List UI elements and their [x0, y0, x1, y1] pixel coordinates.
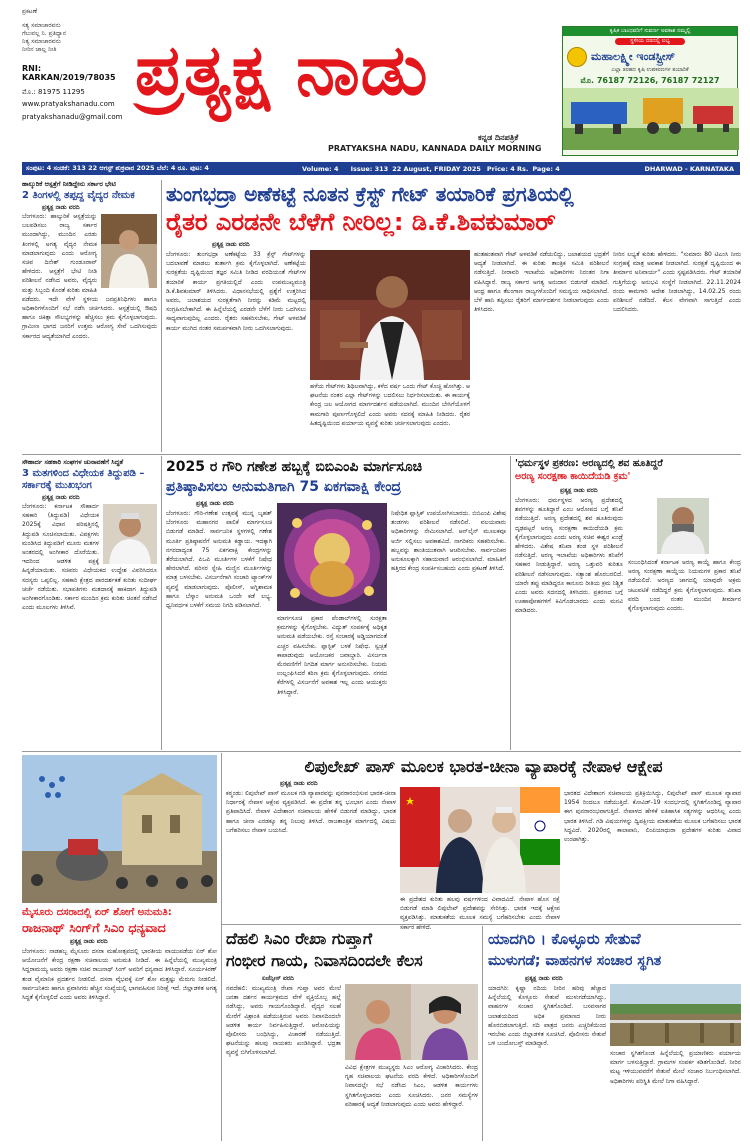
advertisement[interactable]: [562, 26, 738, 156]
info-place: DHARWAD - KARNATAKA: [644, 164, 734, 173]
ad-company: ಮಹಾಲಕ್ಷ್ಮೀ ಇಂಡಸ್ಟ್ರೀಸ್: [591, 50, 675, 63]
info-date: 22 August, FRIDAY 2025: [392, 164, 481, 173]
article-body: ಬೆಂಗಳೂರು: ಹಾಲ್ಕುರಿಕೆ ಆಸ್ಪತ್ರೆಯನ್ನು ಬಲಪಡಿಸಲು ರಾಜ್ಯ ಸರ್ಕಾರ ಮುಂದಾಗಿದ್ದು, ಮುಂದಿನ ಎರಡು ತಿಂಗಳಲ್ಲಿ ಅಗತ್ಯ ವೈದ್ಯರ ನೇಮಕ ಮಾಡಲಾಗುವುದು ಎಂದು ಆರೋಗ್ಯ ಸಚಿವ ದಿನೇಶ್ ಗುಂಡೂರಾವ್ ಹೇಳಿದರು. ಆಸ್ಪತ್ರೆಗೆ ಭೇಟಿ ನೀಡಿ ಪರಿಶೀಲನೆ ನಡೆಸಿದ ಅವರು, ವೈದ್ಯರು ಮತ್ತು ಸಿಬ್ಬಂದಿ ಕೊರತೆ ಕುರಿತು ಮಾಹಿತಿ ಪಡೆದರು. ಇದೇ ವೇಳೆ ಸ್ಥಳೀಯ ಜನಪ್ರತಿನಿಧಿಗಳು ಹಾಗೂ ಅಧಿಕಾರಿಗಳೊಂದಿಗೆ ಸಭೆ ನಡೆಸಿ ಚರ್ಚಿಸಿದರು. ಆಸ್ಪತ್ರೆಯಲ್ಲಿ ಔಷಧಿ ಹಾಗೂ ಚಿಕಿತ್ಸಾ ಸೌಲಭ್ಯಗಳನ್ನು ಹೆಚ್ಚಿಸಲು ಕ್ರಮ ಕೈಗೊಳ್ಳಲಾಗುವುದು. ಗ್ರಾಮೀಣ ಭಾಗದ ಜನರಿಗೆ ಉತ್ತಮ ಆರೋಗ್ಯ ಸೇವೆ ಒದಗಿಸುವುದು ಸರ್ಕಾರದ ಆದ್ಯತೆಯಾಗಿದೆ ಎಂದರು.: [22, 213, 157, 340]
website-link[interactable]: www.pratyakshanadu.com: [22, 100, 115, 108]
article-headline: 3 ಮತಗಳಿಂದ ವಿಧೇಯಕ ತಿದ್ದುಪಡಿ – ಸರ್ಕಾರಕ್ಕೆ ಮುಖಭಂಗ: [22, 468, 145, 491]
ganesh-byline: ಪ್ರತ್ಯಕ್ಷ ನಾಡು ವರದಿ: [196, 500, 234, 507]
dharmasthala-byline: ಪ್ರತ್ಯಕ್ಷ ನಾಡು ವರದಿ: [560, 487, 598, 494]
yadgir-headline-1: ಯಾದಗಿರಿ । ಕೊಳ್ಳೂರು ಸೇತುವೆ: [488, 930, 641, 948]
dharmasthala-col-2: ಸಂಬಂಧಿಸಿದಂತೆ ಕರ್ನಾಟಕ ಅರಣ್ಯ ಕಾಯ್ದೆ ಹಾಗೂ ಕೇಂದ್ರ ಅರಣ್ಯ ಸಂರಕ್ಷಣಾ ಕಾಯ್ದೆಯ ನಿಯಮಗಳ ಪ್ರಕಾರ ತನಿಖೆ ನಡೆಯಲಿದೆ. ಅರಣ್ಯದ ಜಾಗದಲ್ಲಿ ಯಾವುದೇ ಅಕ್ರಮ ಚಟುವಟಿಕೆ ನಡೆದಿದ್ದರೆ ಕ್ರಮ ಕೈಗೊಳ್ಳಲಾಗುವುದು. ತನಿಖಾ ವರದಿ ಬಂದ ನಂತರ ಮುಂದಿನ ತೀರ್ಮಾನ ಕೈಗೊಳ್ಳಲಾಗುವುದು ಎಂದರು.: [628, 559, 741, 613]
rni-number: RNI: KARKAN/2019/78035: [22, 64, 116, 82]
ganesh-headline-2: ಪ್ರತಿಷ್ಠಾಪಿಸಲು ಅನುಮತಿಗಾಗಿ 75 ಏಕಗವಾಕ್ಷಿ ಕೇಂದ್ರ: [166, 479, 402, 495]
ad-top-line: ಕೃಷಿಕ ಬಾಂಧವರಿಗೆ ಸುವರ್ಣ ಅವಕಾಶ ನಮ್ಮಲ್ಲಿ: [563, 27, 737, 36]
nepal-col-1: ಕಠ್ಮಂಡು: ಲಿಪುಲೇಖ್ ಪಾಸ್ ಮೂಲಕ ಗಡಿ ವ್ಯಾಪಾರವನ್ನು ಪುನರಾರಂಭಿಸುವ ಭಾರತ-ಚೀನಾ ನಿರ್ಧಾರಕ್ಕೆ ನೇಪಾಳ ಆಕ್ಷೇಪ ವ್ಯಕ್ತಪಡಿಸಿದೆ. ಈ ಪ್ರದೇಶ ತನ್ನ ಭೂಭಾಗ ಎಂದು ನೇಪಾಳ ಪ್ರತಿಪಾದಿಸಿದೆ. ನೇಪಾಳ ವಿದೇಶಾಂಗ ಸಚಿವಾಲಯ ಹೇಳಿಕೆ ಬಿಡುಗಡೆ ಮಾಡಿದ್ದು, ಭಾರತ ಹಾಗೂ ಚೀನಾ ಎರಡಕ್ಕೂ ತನ್ನ ನಿಲುವು ತಿಳಿಸಿದೆ. ರಾಜತಾಂತ್ರಿಕ ಮಾರ್ಗದಲ್ಲಿ ವಿಷಯ ಬಗೆಹರಿಸಲು ನೇಪಾಳ ಬಯಸಿದೆ.: [226, 790, 396, 834]
info-volume: Volume: 4: [302, 164, 339, 173]
tagline-line: ಪ್ರಕಟಣೆ: [22, 8, 38, 15]
ad-sub-line: ಸ್ಥಳೀಯ ದರದಲ್ಲಿ ಲಭ್ಯ: [615, 38, 685, 45]
masthead-info: [22, 8, 132, 121]
rekha-gupta-photo: [345, 984, 478, 1060]
subtitle-kannada: ಕನ್ನಡ ದಿನಪತ್ರಿಕೆ: [478, 133, 519, 142]
article-headline: 2 ತಿಂಗಳಲ್ಲಿ ತಪ್ಪದ್ದ ವೈದ್ಯರ ನೇಮಕ: [22, 190, 135, 201]
article-kicker: ಹಾಲ್ಕುರಿಕೆ ಆಸ್ಪತ್ರೆಗೆ ನೀಡಿದ್ದೇನು ಸರ್ಕಾರ ಭೇಟಿ: [22, 180, 116, 188]
ganesh-headline-1: 2025 ರ ಗೌರಿ ಗಣೇಶ ಹಬ್ಬಕ್ಕೆ ಬಿಬಿಎಂಪಿ ಮಾರ್ಗಸೂಚಿ: [166, 459, 423, 475]
dasara-headline-2: ರಾಜನಾಥ್ ಸಿಂಗ್‌ಗೆ ಸಿಎಂ ಧನ್ಯವಾದ: [22, 920, 166, 935]
nepal-col-3: ಭಾರತದ ವಿದೇಶಾಂಗ ಸಚಿವಾಲಯ ಪ್ರತಿಕ್ರಿಯಿಸಿದ್ದು, ಲಿಪುಲೇಖ್ ಪಾಸ್ ಮೂಲಕ ವ್ಯಾಪಾರ 1954 ರಿಂದಲೂ ನಡೆಯುತ್ತಿದೆ. ಕೋವಿಡ್-19 ಸಂದರ್ಭದಲ್ಲಿ ಸ್ಥಗಿತಗೊಂಡಿದ್ದ ವ್ಯಾಪಾರ ಈಗ ಪುನರಾರಂಭವಾಗುತ್ತಿದೆ. ನೇಪಾಳದ ಹೇಳಿಕೆ ಐತಿಹಾಸಿಕ ಸತ್ಯಗಳನ್ನು ಆಧರಿಸಿಲ್ಲ ಎಂದು ಭಾರತ ತಿಳಿಸಿದೆ. ಗಡಿ ವಿಷಯಗಳನ್ನು ದ್ವಿಪಕ್ಷೀಯ ಮಾತುಕತೆಯ ಮೂಲಕ ಬಗೆಹರಿಸಲು ಭಾರತ ಸಿದ್ಧವಿದೆ. 2020ರಲ್ಲಿ ಕಾಲಾಪಾನಿ, ಲಿಂಪಿಯಾಧುರಾ ಪ್ರದೇಶಗಳ ಕುರಿತು ವಿವಾದ ಉಂಟಾಗಿತ್ತು.: [564, 790, 741, 844]
info-kannada: ಸಂಪುಟ: 4 ಸಂಚಿಕೆ: 313 22 ಆಗಸ್ಟ್ ಶುಕ್ರವಾರ 2025 ಬೆಲೆ: 4 ರೂ. ಪುಟ: 4: [26, 164, 209, 172]
article-hospital: [22, 180, 157, 453]
dasara-headline-1: ಮೈಸೂರು ದಸರಾದಲ್ಲಿ ಏರ್ ಶೋಗೆ ಅನುಮತಿ:: [22, 907, 172, 918]
mysuru-dasara-photo: [22, 755, 217, 903]
minister-photo: [103, 504, 157, 564]
dharmasthala-headline-2: ಅರಣ್ಯ ಸಂರಕ್ಷಣಾ ಕಾಯಿದೆಯಡಿ ಕ್ರಮ': [515, 471, 631, 482]
lead-byline: ಪ್ರತ್ಯಕ್ಷ ನಾಡು ವರದಿ: [212, 241, 250, 248]
dasara-body: ಬೆಂಗಳೂರು: ನಾಡಹಬ್ಬ ಮೈಸೂರು ದಸರಾ ಮಹೋತ್ಸವದಲ್ಲಿ ಭಾರತೀಯ ವಾಯುಪಡೆಯ ಏರ್ ಶೋ ಆಯೋಜನೆಗೆ ಕೇಂದ್ರ ರಕ್ಷಣಾ ಸಚಿವಾಲಯ ಅನುಮತಿ ನೀಡಿದೆ. ಈ ಹಿನ್ನೆಲೆಯಲ್ಲಿ ಮುಖ್ಯಮಂತ್ರಿ ಸಿದ್ದರಾಮಯ್ಯ ಅವರು ರಕ್ಷಣಾ ಸಚಿವ ರಾಜನಾಥ್ ಸಿಂಗ್ ಅವರಿಗೆ ಧನ್ಯವಾದ ತಿಳಿಸಿದ್ದಾರೆ. ಸೂರ್ಯಕಿರಣ್ ತಂಡ ವೈಮಾನಿಕ ಪ್ರದರ್ಶನ ನೀಡಲಿದೆ. ದಸರಾ ವೈಭವಕ್ಕೆ ಏರ್ ಶೋ ಮತ್ತಷ್ಟು ಮೆರುಗು ನೀಡಲಿದೆ. ಸಾರ್ವಜನಿಕರು ಹಾಗೂ ಪ್ರವಾಸಿಗರು ಹೆಚ್ಚಿನ ಸಂಖ್ಯೆಯಲ್ಲಿ ಭಾಗವಹಿಸುವ ನಿರೀಕ್ಷೆ ಇದೆ. ಜಿಲ್ಲಾಡಳಿತ ಅಗತ್ಯ ಸಿದ್ಧತೆ ಕೈಗೊಳ್ಳಲಿದೆ ಎಂದು ಅವರು ತಿಳಿಸಿದ್ದಾರೆ.: [22, 948, 217, 1002]
tagline-line: ಸತ್ಯ ಸಮಾಚಾರವನು: [22, 22, 61, 29]
yadgir-byline: ಪ್ರತ್ಯಕ್ಷ ನಾಡು ವರದಿ: [525, 975, 563, 982]
tagline-line: ಗೆಲುವಲ್ಲ ನಿ. ಪ್ರತಿಧ್ಯಾನ: [22, 30, 67, 37]
mobile-number: ಮೊ.: 81975 11295: [22, 88, 85, 96]
dk-shivakumar-photo: [310, 250, 470, 380]
lead-col-3: ಹಂತಹಂತವಾಗಿ ಗೇಟ್ ಅಳವಡಿಕೆ ನಡೆಯಲಿದ್ದು, ಜಲಾಶಯದ ಭದ್ರತೆಗೆ ಆದ್ಯತೆ ನೀಡಲಾಗಿದೆ. ಈ ಕುರಿತು ತಾಂತ್ರಿಕ ಸಮಿತಿ ಪರಿಶೀಲನೆ ನಡೆಸುತ್ತಿದೆ. ನೀರಾವರಿ ಇಲಾಖೆಯ ಅಧಿಕಾರಿಗಳು ನಿರಂತರ ನಿಗಾ ವಹಿಸಿದ್ದಾರೆ. ರಾಜ್ಯ ಸರ್ಕಾರ ಅಗತ್ಯ ಅನುದಾನ ಬಿಡುಗಡೆ ಮಾಡಿದೆ. ಆಂಧ್ರ ಹಾಗೂ ತೆಲಂಗಾಣ ರಾಜ್ಯಗಳೊಂದಿಗೆ ಸಮನ್ವಯ ಸಾಧಿಸಲಾಗಿದೆ. ಬೆಳೆ ಹಾನಿ ತಪ್ಪಿಸಲು ರೈತರಿಗೆ ಮಾರ್ಗದರ್ಶನ ನೀಡಲಾಗುವುದು ಎಂದು ತಿಳಿಸಿದರು.: [474, 251, 609, 314]
lead-col-4: ನೀರಿನ ಲಭ್ಯತೆ ಕುರಿತು ಹೇಳಿದರು. "ಸುಮಾರು 80 ಟಿಎಂಸಿ ನೀರು ಸಂಗ್ರಹಕ್ಕೆ ಮಾತ್ರ ಅವಕಾಶ ನೀಡಲಾಗಿದೆ. ಸುರಕ್ಷತೆ ದೃಷ್ಟಿಯಿಂದ ಈ ತೀರ್ಮಾನ ಅನಿವಾರ್ಯ" ಎಂದು ಸ್ಪಷ್ಟಪಡಿಸಿದರು. ಗೇಟ್ ತಯಾರಿಕೆ ಗುತ್ತಿಗೆಯನ್ನು ಅನುಭವಿ ಸಂಸ್ಥೆಗೆ ನೀಡಲಾಗಿದೆ. 22.11.2024 ರಂದು ಕಾಮಗಾರಿ ಆದೇಶ ನೀಡಲಾಗಿದ್ದು, 14.02.25 ರಂದು ಪರಿಶೀಲನೆ ನಡೆದಿದೆ. ಕೆಲಸ ವೇಗವಾಗಿ ಸಾಗುತ್ತಿದೆ ಎಂದು ಬದಲಿಸಿದರು.: [613, 251, 741, 314]
lead-headline-2: ರೈತರ ಎರಡನೇ ಬೆಳೆಗೆ ನೀರಿಲ್ಲ: ಡಿ.ಕೆ.ಶಿವಕುಮಾರ್: [166, 208, 556, 236]
delhi-headline-1: ದೆಹಲಿ ಸಿಎಂ ರೇಖಾ ಗುಪ್ತಾಗೆ: [226, 929, 373, 948]
newspaper-title: ಪ್ರತ್ಯಕ್ಷ ನಾಡು: [135, 29, 429, 111]
yadgir-col-1: ಯಾದಗಿರಿ: ಕೃಷ್ಣಾ ನದಿಯ ನೀರಿನ ಹರಿವು ಹೆಚ್ಚಾದ ಹಿನ್ನೆಲೆಯಲ್ಲಿ ಕೊಳ್ಳೂರು ಸೇತುವೆ ಮುಳುಗಡೆಯಾಗಿದ್ದು, ವಾಹನಗಳ ಸಂಚಾರ ಸ್ಥಗಿತಗೊಂಡಿದೆ. ಬಸವಸಾಗರ ಜಲಾಶಯದಿಂದ ಅಧಿಕ ಪ್ರಮಾಣದ ನೀರು ಹೊರಬಿಡಲಾಗುತ್ತಿದೆ. ನದಿ ಪಾತ್ರದ ಜನರು ಎಚ್ಚರಿಕೆಯಿಂದ ಇರಬೇಕು ಎಂದು ಜಿಲ್ಲಾಡಳಿತ ಸೂಚಿಸಿದೆ. ಪೊಲೀಸರು ಸೇತುವೆ ಬಳಿ ಬಂದೋಬಸ್ತ್ ಮಾಡಿದ್ದಾರೆ.: [488, 985, 606, 1048]
yadgir-headline-2: ಮುಳುಗಡೆ; ವಾಹನಗಳ ಸಂಚಾರ ಸ್ಥಗಿತ: [488, 953, 662, 969]
forest-minister-photo: [657, 498, 709, 554]
delhi-headline-2: ಗಂಭೀರ ಗಾಯ, ನಿವಾಸದಿಂದಲೇ ಕೆಲಸ: [226, 951, 423, 970]
yadgir-col-2: ಸಂಚಾರ ಸ್ಥಗಿತಗೊಂಡ ಹಿನ್ನೆಲೆಯಲ್ಲಿ ಪ್ರಯಾಣಿಕರು ಪರ್ಯಾಯ ಮಾರ್ಗ ಬಳಸುತ್ತಿದ್ದಾರೆ. ಗ್ರಾಮಗಳ ಸಂಪರ್ಕ ಕಡಿತಗೊಂಡಿದೆ. ನೀರಿನ ಮಟ್ಟ ಇಳಿಯುವವರೆಗೆ ಸೇತುವೆ ಮೇಲೆ ಸಂಚಾರ ನಿರ್ಬಂಧಿಸಲಾಗಿದೆ. ಅಧಿಕಾರಿಗಳು ಪರಿಸ್ಥಿತಿ ಮೇಲೆ ನಿಗಾ ವಹಿಸಿದ್ದಾರೆ.: [610, 1050, 741, 1085]
tagline-line: ನೀರಿನ ಜಾಲ್ಲ ನೀತಿ: [22, 46, 57, 53]
dharmasthala-body: ಬೆಂಗಳೂರು: ಧರ್ಮಸ್ಥಳದ ಅರಣ್ಯ ಪ್ರದೇಶದಲ್ಲಿ ಶವಗಳನ್ನು ಹೂತಿದ್ದಾರೆ ಎಂಬ ಆರೋಪದ ಬಗ್ಗೆ ತನಿಖೆ ನಡೆಯುತ್ತಿದೆ. ಅರಣ್ಯ ಪ್ರದೇಶದಲ್ಲಿ ಶವ ಹೂತಿರುವುದು ದೃಢಪಟ್ಟರೆ ಅರಣ್ಯ ಸಂರಕ್ಷಣಾ ಕಾಯಿದೆಯಡಿ ಕ್ರಮ ಕೈಗೊಳ್ಳಲಾಗುವುದು ಎಂದು ಅರಣ್ಯ ಸಚಿವ ಈಶ್ವರ ಖಂಡ್ರೆ ಹೇಳಿದರು. ವಿಶೇಷ ತನಿಖಾ ತಂಡ ಸ್ಥಳ ಪರಿಶೀಲನೆ ನಡೆಸುತ್ತಿದೆ. ಅರಣ್ಯ ಇಲಾಖೆಯ ಅಧಿಕಾರಿಗಳು ತನಿಖೆಗೆ ಸಹಕಾರ ನೀಡುತ್ತಿದ್ದಾರೆ. ಅರಣ್ಯ ಒತ್ತುವರಿ ಕುರಿತೂ ಪರಿಶೀಲನೆ ನಡೆಸಲಾಗುವುದು. ಸತ್ಯಾಂಶ ಹೊರಬರಲಿದೆ. ಯಾರೇ ತಪ್ಪು ಮಾಡಿದ್ದರೂ ಕಾನೂನು ರೀತಿಯ ಕ್ರಮ ನಿಶ್ಚಿತ ಎಂದು ಅವರು ಸದನದಲ್ಲಿ ತಿಳಿಸಿದರು. ಪ್ರಕರಣದ ಬಗ್ಗೆ ಊಹಾಪೋಹಗಳಿಗೆ ಕಿವಿಗೊಡಬಾರದು ಎಂದು ಮನವಿ ಮಾಡಿದರು.: [515, 497, 623, 615]
ad-phone: ಮೊ. 76187 72126, 76187 72127: [580, 76, 720, 85]
article-byline: ಪ್ರತ್ಯಕ್ಷ ನಾಡು ವರದಿ: [42, 494, 80, 501]
info-page: Page: 4: [532, 164, 560, 173]
health-minister-photo: [101, 214, 157, 288]
article-cooperative: [22, 458, 157, 750]
dharmasthala-headline-1: 'ಧರ್ಮಸ್ಥಳ ಪ್ರಕರಣ: ಅರಣ್ಯದಲ್ಲಿ ಶವ ಹೂತಿದ್ದರೆ: [515, 458, 663, 469]
nepal-col-2: ಈ ಪ್ರದೇಶದ ಕುರಿತು ಹಲವು ವರ್ಷಗಳಿಂದ ವಿವಾದವಿದೆ. ನೇಪಾಳ ಹೊಸ ನಕ್ಷೆ ಬಿಡುಗಡೆ ಮಾಡಿ ಲಿಪುಲೇಖ್ ಪ್ರದೇಶವನ್ನು ಸೇರಿಸಿತ್ತು. ಭಾರತ ಇದಕ್ಕೆ ಆಕ್ಷೇಪ ವ್ಯಕ್ತಪಡಿಸಿತ್ತು. ಮಾತುಕತೆಯ ಮೂಲಕ ಸಮಸ್ಯೆ ಬಗೆಹರಿಸಬೇಕು ಎಂದು ನೇಪಾಳ ಸರ್ಕಾರ ಹೇಳಿದೆ.: [400, 896, 560, 931]
lead-headline-1: ತುಂಗಭದ್ರಾ ಅಣೆಕಟ್ಟೆ ನೂತನ ಕ್ರೆಸ್ಟ್ ಗೇಟ್ ತಯಾರಿಕೆ ಪ್ರಗತಿಯಲ್ಲಿ: [166, 182, 574, 206]
info-issue: Issue: 313: [350, 164, 389, 173]
ganesh-col-1: ಬೆಂಗಳೂರು: ಗೌರಿ-ಗಣೇಶ ಉತ್ಸವಕ್ಕೆ ಮುನ್ನ ಬೃಹತ್ ಬೆಂಗಳೂರು ಮಹಾನಗರ ಪಾಲಿಕೆ ಮಾರ್ಗಸೂಚಿ ಬಿಡುಗಡೆ ಮಾಡಿದೆ. ಸಾರ್ವಜನಿಕ ಸ್ಥಳಗಳಲ್ಲಿ ಗಣೇಶ ಮೂರ್ತಿ ಪ್ರತಿಷ್ಠಾಪನೆಗೆ ಅನುಮತಿ ಕಡ್ಡಾಯ. ಇದಕ್ಕಾಗಿ ನಗರದಾದ್ಯಂತ 75 ಏಕಗವಾಕ್ಷಿ ಕೇಂದ್ರಗಳನ್ನು ತೆರೆಯಲಾಗಿದೆ. ಪಿಒಪಿ ಮೂರ್ತಿಗಳ ಬಳಕೆಗೆ ನಿಷೇಧ ಹೇರಲಾಗಿದೆ. ಪರಿಸರ ಸ್ನೇಹಿ ಮಣ್ಣಿನ ಮೂರ್ತಿಗಳನ್ನು ಮಾತ್ರ ಬಳಸಬೇಕು. ವಿಸರ್ಜನೆಗಾಗಿ ಸಂಚಾರಿ ಟ್ಯಾಂಕ್‌ಗಳ ವ್ಯವಸ್ಥೆ ಮಾಡಲಾಗುವುದು. ಪೊಲೀಸ್, ಅಗ್ನಿಶಾಮಕ ಹಾಗೂ ಬೆಸ್ಕಾಂ ಅನುಮತಿ ಒಂದೇ ಕಡೆ ಲಭ್ಯ. ಧ್ವನಿವರ್ಧಕ ಬಳಕೆಗೆ ಸಮಯ ನಿಗದಿ ಪಡಿಸಲಾಗಿದೆ.: [166, 510, 272, 610]
delhi-byline: ಏಜೆನ್ಸೀಸ್ ವರದಿ: [262, 975, 294, 982]
info-bar: [22, 162, 740, 175]
lead-col-2: ಹಳೆಯ ಗೇಟ್‌ಗಳು ಶಿಥಿಲವಾಗಿದ್ದು, ಕಳೆದ ವರ್ಷ ಒಂದು ಗೇಟ್ ಕೊಚ್ಚಿ ಹೋಗಿತ್ತು. ಆ ಘಟನೆಯ ನಂತರ ಎಲ್ಲಾ ಗೇಟ್‌ಗಳನ್ನು ಬದಲಿಸಲು ನಿರ್ಧರಿಸಲಾಯಿತು. ಈ ಕಾರ್ಯಕ್ಕೆ ಕೇಂದ್ರ ಜಲ ಆಯೋಗದ ಮಾರ್ಗದರ್ಶನ ಪಡೆಯಲಾಗಿದೆ. ಮುಂದಿನ ಬೇಸಿಗೆಯೊಳಗೆ ಕಾಮಗಾರಿ ಪೂರ್ಣಗೊಳ್ಳಲಿದೆ ಎಂದು ಅವರು ಸದನಕ್ಕೆ ಮಾಹಿತಿ ನೀಡಿದರು. ರೈತರ ಹಿತದೃಷ್ಟಿಯಿಂದ ಪರ್ಯಾಯ ವ್ಯವಸ್ಥೆ ಕುರಿತು ಚರ್ಚಿಸಲಾಗುವುದು ಎಂದರು.: [310, 383, 470, 427]
ganesh-idol-photo: [277, 503, 387, 611]
ad-logo: [567, 47, 587, 67]
info-price: Price: 4 Rs.: [486, 164, 529, 173]
ganesh-col-3: ನಿಷೇಧಿತ ಪ್ಲಾಸ್ಟಿಕ್ ಉಪಯೋಗಿಸಬಾರದು. ಬಿಬಿಎಂಪಿ ವಿಶೇಷ ತಂಡಗಳು ಪರಿಶೀಲನೆ ನಡೆಸಲಿವೆ. ವಲಯವಾರು ಅಧಿಕಾರಿಗಳನ್ನು ನೇಮಿಸಲಾಗಿದೆ. ಆನ್‌ಲೈನ್ ಮೂಲಕವೂ ಅರ್ಜಿ ಸಲ್ಲಿಸಲು ಅವಕಾಶವಿದೆ. ನಾಗರಿಕರು ಸಹಕರಿಸಬೇಕು. ಹಬ್ಬವನ್ನು ಶಾಂತಿಯುತವಾಗಿ ಆಚರಿಸಬೇಕು. ಸಾರ್ವಜನಿಕರ ಅನುಕೂಲಕ್ಕಾಗಿ ಸಹಾಯವಾಣಿ ಆರಂಭಿಸಲಾಗಿದೆ. ಮಾಹಿತಿಗೆ ಹತ್ತಿರದ ಕೇಂದ್ರ ಸಂಪರ್ಕಿಸಬಹುದು ಎಂದು ಪ್ರಕಟಣೆ ತಿಳಿಸಿದೆ.: [391, 510, 506, 573]
delhi-col-1: ನವದೆಹಲಿ: ಮುಖ್ಯಮಂತ್ರಿ ರೇಖಾ ಗುಪ್ತಾ ಅವರ ಮೇಲೆ ಜನತಾ ದರ್ಶನ ಕಾರ್ಯಕ್ರಮದ ವೇಳೆ ವ್ಯಕ್ತಿಯೊಬ್ಬ ಹಲ್ಲೆ ನಡೆಸಿದ್ದು, ಅವರು ಗಾಯಗೊಂಡಿದ್ದಾರೆ. ವೈದ್ಯರ ಸಲಹೆ ಮೇರೆಗೆ ವಿಶ್ರಾಂತಿ ಪಡೆಯುತ್ತಿರುವ ಅವರು ನಿವಾಸದಿಂದಲೇ ಆಡಳಿತ ಕಾರ್ಯ ನಿರ್ವಹಿಸುತ್ತಿದ್ದಾರೆ. ಆರೋಪಿಯನ್ನು ಪೊಲೀಸರು ಬಂಧಿಸಿದ್ದು, ವಿಚಾರಣೆ ನಡೆಯುತ್ತಿದೆ. ಘಟನೆಯನ್ನು ಹಲವು ನಾಯಕರು ಖಂಡಿಸಿದ್ದಾರೆ. ಭದ್ರತಾ ವ್ಯವಸ್ಥೆ ಬಿಗಿಗೊಳಿಸಲಾಗಿದೆ.: [226, 985, 341, 1057]
nepal-headline: ಲಿಪುಲೇಖ್ ಪಾಸ್ ಮೂಲಕ ಭಾರತ-ಚೀನಾ ವ್ಯಾಪಾರಕ್ಕೆ ನೇಪಾಳ ಆಕ್ಷೇಪ: [304, 757, 663, 776]
email-link[interactable]: pratyakshanadu@gmail.com: [22, 113, 123, 121]
subtitle-english: PRATYAKSHA NADU, KANNADA DAILY MORNING: [328, 144, 542, 153]
ad-description: ಎಲ್ಲಾ ತರಹದ ಕೃಷಿ ಉಪಕರಣಗಳ ತಯಾರಿಕೆ: [611, 67, 689, 73]
india-china-leaders-photo: [400, 787, 560, 893]
delhi-col-2: ವಿವಿಧ ಕ್ಷೇತ್ರಗಳ ಮುಖ್ಯಸ್ಥರು ಸಿಎಂ ಆರೋಗ್ಯ ವಿಚಾರಿಸಿದರು. ಕೇಂದ್ರ ಗೃಹ ಸಚಿವಾಲಯ ಘಟನೆಯ ವರದಿ ಕೇಳಿದೆ. ಅಧಿಕಾರಿಗಳೊಂದಿಗೆ ನಿವಾಸದಲ್ಲೇ ಸಭೆ ನಡೆಸಿದ ಸಿಎಂ, ಆಡಳಿತ ಕಾರ್ಯಗಳು ಸ್ಥಗಿತಗೊಳ್ಳಬಾರದು ಎಂದು ಸೂಚಿಸಿದರು. ಜನರ ಸಮಸ್ಯೆಗಳ ಪರಿಹಾರಕ್ಕೆ ಆದ್ಯತೆ ನೀಡಲಾಗುವುದು ಎಂದು ಅವರು ಹೇಳಿದ್ದಾರೆ.: [345, 1064, 478, 1108]
tagline-line: ನಿತ್ಯ ಸಮಾಚಾರವನು: [22, 38, 61, 45]
article-byline: ಪ್ರತ್ಯಕ್ಷ ನಾಡು ವರದಿ: [42, 204, 80, 211]
ganesh-col-2: ಮಾರ್ಗಸೂಚಿ ಪ್ರಕಾರ ಪೆಂಡಾಲ್‌ಗಳಲ್ಲಿ ಸುರಕ್ಷತಾ ಕ್ರಮಗಳನ್ನು ಕೈಗೊಳ್ಳಬೇಕು. ವಿದ್ಯುತ್ ಸಂಪರ್ಕಕ್ಕೆ ಅಧಿಕೃತ ಅನುಮತಿ ಪಡೆಯಬೇಕು. ರಸ್ತೆ ಸಂಚಾರಕ್ಕೆ ಅಡ್ಡಿಯಾಗದಂತೆ ಎಚ್ಚರ ವಹಿಸಬೇಕು. ಪ್ಲಾಸ್ಟಿಕ್ ಬಳಕೆ ನಿಷೇಧ. ಸ್ವಚ್ಛತೆ ಕಾಪಾಡುವುದು ಆಯೋಜಕರ ಜವಾಬ್ದಾರಿ. ವಿಸರ್ಜನಾ ಮೆರವಣಿಗೆಗೆ ನಿಗದಿತ ಮಾರ್ಗ ಅನುಸರಿಸಬೇಕು. ನಿಯಮ ಉಲ್ಲಂಘಿಸಿದರೆ ಕಠಿಣ ಕ್ರಮ ಕೈಗೊಳ್ಳಲಾಗುವುದು. ನಗರದ ಕೆರೆಗಳಲ್ಲಿ ವಿಸರ್ಜನೆಗೆ ಅವಕಾಶ ಇಲ್ಲ ಎಂದು ಆಯುಕ್ತರು ತಿಳಿಸಿದ್ದಾರೆ.: [277, 615, 387, 696]
article-body: ಬೆಂಗಳೂರು: ಕರ್ನಾಟಕ ಸೌಹಾರ್ದ ಸಹಕಾರಿ (ತಿದ್ದುಪಡಿ) ವಿಧೇಯಕ 2025ಕ್ಕೆ ವಿಧಾನ ಪರಿಷತ್ತಿನಲ್ಲಿ ತಿದ್ದುಪಡಿ ಸೂಚಿಸಲಾಯಿತು. ವಿಪಕ್ಷಗಳು ಮಂಡಿಸಿದ ತಿದ್ದುಪಡಿಗೆ ಮೂರು ಮತಗಳ ಅಂತರದಲ್ಲಿ ಅಂಗೀಕಾರ ದೊರೆಯಿತು. ಇದರಿಂದ ಆಡಳಿತ ಪಕ್ಷಕ್ಕೆ ಹಿನ್ನಡೆಯಾಯಿತು. ಸಚಿವರು ವಿಧೇಯಕದ ಉದ್ದೇಶ ವಿವರಿಸಿದರೂ ಸದಸ್ಯರು ಒಪ್ಪಲಿಲ್ಲ. ಸಹಕಾರಿ ಕ್ಷೇತ್ರದ ಪಾರದರ್ಶಕತೆ ಕುರಿತು ಸುದೀರ್ಘ ಚರ್ಚೆ ನಡೆಯಿತು. ಸಭಾಪತಿಗಳು ಮತದಾನಕ್ಕೆ ಹಾಕಿದಾಗ ತಿದ್ದುಪಡಿ ಅಂಗೀಕಾರಗೊಂಡಿತು. ಸರ್ಕಾರ ಮುಂದಿನ ಕ್ರಮ ಕುರಿತು ಚಿಂತನೆ ನಡೆಸಿದೆ ಎಂದು ಮೂಲಗಳು ತಿಳಿಸಿವೆ.: [22, 503, 157, 612]
nepal-byline: ಪ್ರತ್ಯಕ್ಷ ನಾಡು ವರದಿ: [280, 780, 318, 787]
lead-col-1: ಬೆಂಗಳೂರು: ತುಂಗಭದ್ರಾ ಅಣೆಕಟ್ಟೆಯ 33 ಕ್ರೆಸ್ಟ್ ಗೇಟ್‌ಗಳನ್ನು ಬದಲಾವಣೆ ಮಾಡಲು ತುರ್ತಾಗಿ ಕ್ರಮ ಕೈಗೊಳ್ಳಲಾಗಿದೆ. ಅಣೆಕಟ್ಟೆಯ ಸುರಕ್ಷತೆಯ ದೃಷ್ಟಿಯಿಂದ ತಜ್ಞರ ಸಮಿತಿ ನೀಡಿದ ವರದಿಯಂತೆ ಗೇಟ್‌ಗಳ ತಯಾರಿಕೆ ಕಾರ್ಯ ಪ್ರಗತಿಯಲ್ಲಿದೆ ಎಂದು ಉಪಮುಖ್ಯಮಂತ್ರಿ ಡಿ.ಕೆ.ಶಿವಕುಮಾರ್ ತಿಳಿಸಿದರು. ವಿಧಾನಸಭೆಯಲ್ಲಿ ಪ್ರಶ್ನೆಗೆ ಉತ್ತರಿಸಿದ ಅವರು, ಜಲಾಶಯದ ಸುರಕ್ಷತೆಗಾಗಿ ನೀರನ್ನು ಕಡಿಮೆ ಮಟ್ಟದಲ್ಲಿ ಸಂಗ್ರಹಿಸಬೇಕಾಗಿದೆ. ಈ ಹಿನ್ನೆಲೆಯಲ್ಲಿ ಎರಡನೇ ಬೆಳೆಗೆ ನೀರು ಒದಗಿಸಲು ಸಾಧ್ಯವಾಗುವುದಿಲ್ಲ ಎಂದರು. ರೈತರು ಸಹಕರಿಸಬೇಕು, ಗೇಟ್ ಅಳವಡಿಕೆ ಕಾರ್ಯ ಮುಗಿದ ನಂತರ ಸಮರ್ಪಕವಾಗಿ ನೀರು ಒದಗಿಸಲಾಗುವುದು.: [166, 251, 306, 332]
kollur-bridge-photo: [610, 984, 741, 1046]
article-kicker: ಸೌಹಾರ್ದ ಸಹಕಾರಿ ಸಂಘಗಳ ಚುನಾವಣೆಗೆ ಸಿದ್ಧತೆ: [22, 458, 124, 466]
dasara-byline: ಪ್ರತ್ಯಕ್ಷ ನಾಡು ವರದಿ: [70, 938, 108, 945]
ad-machines-image: [563, 88, 739, 150]
